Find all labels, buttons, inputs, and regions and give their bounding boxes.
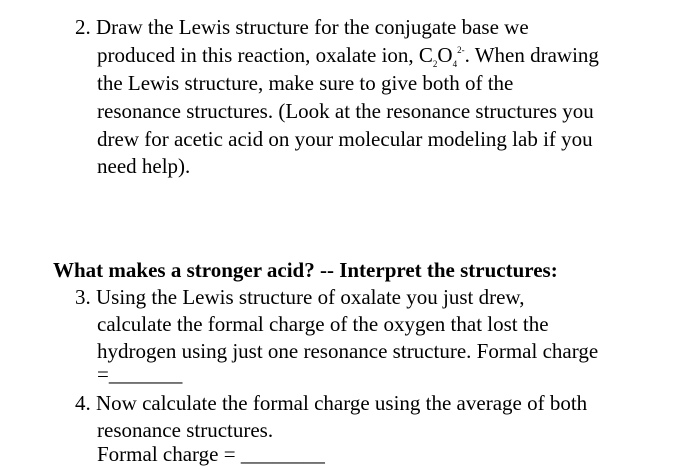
formula-c: C xyxy=(418,43,433,67)
question-4-answer-blank: Formal charge = ________ xyxy=(97,442,325,466)
question-3-text-1: Using the Lewis structure of oxalate you just drew, xyxy=(96,285,525,309)
formula-c-subscript: 2 xyxy=(432,59,438,69)
formula-charge: 2- xyxy=(457,45,465,55)
question-3-line-1 xyxy=(75,284,524,310)
question-2-number: 2. xyxy=(75,15,91,39)
oxalate-formula xyxy=(419,43,465,67)
question-2-text-4: resonance structures. (Look at the resonance structures you xyxy=(97,99,594,123)
question-4-text-1: Now calculate the formal charge using the average of both xyxy=(96,391,588,415)
question-3-number: 3. xyxy=(75,285,91,309)
question-4-text-2: resonance structures. xyxy=(97,418,274,442)
question-2-text-1: Draw the Lewis structure for the conjugate base we xyxy=(96,15,529,39)
question-3-answer-blank: =_______ xyxy=(97,362,183,386)
formula-o: O xyxy=(437,43,453,67)
question-2-text-2: produced in this reaction, oxalate ion, xyxy=(97,43,419,67)
section-heading: What makes a stronger acid? -- Interpret the structures: xyxy=(53,258,558,282)
question-2-line-1 xyxy=(75,14,529,40)
question-4-number: 4. xyxy=(75,391,91,415)
formula-o-subscript: 4 xyxy=(452,59,458,69)
question-2-text-5: drew for acetic acid on your molecular modeling lab if you xyxy=(97,127,593,151)
question-2-text-2-tail: . When drawing xyxy=(464,43,599,67)
question-4-line-1 xyxy=(75,390,587,416)
question-2-text-3: the Lewis structure, make sure to give both of the xyxy=(97,71,514,95)
question-3-text-3: hydrogen using just one resonance structure. Formal charge xyxy=(97,339,599,363)
question-2-line-2 xyxy=(97,42,599,68)
question-3-text-2: calculate the formal charge of the oxygen that lost the xyxy=(97,312,549,336)
question-2-text-6: need help). xyxy=(97,154,191,178)
